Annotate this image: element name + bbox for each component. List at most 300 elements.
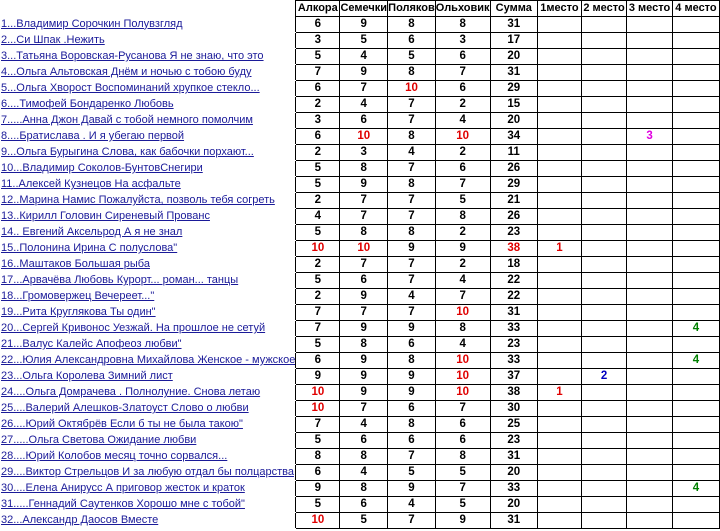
sum-cell[interactable]: 31 <box>490 305 537 321</box>
score-cell[interactable]: 7 <box>435 177 490 193</box>
score-cell[interactable]: 9 <box>388 369 436 385</box>
score-cell[interactable]: 7 <box>388 305 436 321</box>
place-cell[interactable] <box>672 465 719 481</box>
score-cell[interactable]: 4 <box>435 273 490 289</box>
place-cell[interactable] <box>581 65 626 81</box>
score-cell[interactable]: 2 <box>435 97 490 113</box>
sum-cell[interactable]: 30 <box>490 401 537 417</box>
place-cell[interactable] <box>537 321 581 337</box>
place-cell[interactable] <box>581 433 626 449</box>
score-cell[interactable]: 7 <box>340 305 388 321</box>
place-cell[interactable]: 4 <box>672 481 719 497</box>
score-cell[interactable]: 9 <box>340 353 388 369</box>
place-cell[interactable] <box>672 225 719 241</box>
score-cell[interactable]: 5 <box>435 193 490 209</box>
score-cell[interactable]: 2 <box>296 97 340 113</box>
sum-cell[interactable]: 31 <box>490 65 537 81</box>
place-cell[interactable] <box>581 145 626 161</box>
place-cell[interactable] <box>672 49 719 65</box>
place-cell[interactable] <box>672 273 719 289</box>
place-cell[interactable]: 3 <box>627 129 673 145</box>
place-cell[interactable] <box>672 97 719 113</box>
place-cell[interactable] <box>627 369 673 385</box>
place-cell[interactable] <box>537 161 581 177</box>
score-cell[interactable]: 4 <box>388 145 436 161</box>
place-cell[interactable] <box>537 129 581 145</box>
entry-link[interactable]: 2...Си Шпак .Нежить <box>1 34 105 46</box>
place-cell[interactable] <box>581 385 626 401</box>
score-cell[interactable]: 5 <box>296 177 340 193</box>
score-cell[interactable]: 10 <box>296 241 340 257</box>
score-cell[interactable]: 4 <box>340 417 388 433</box>
place-cell[interactable] <box>627 289 673 305</box>
place-cell[interactable] <box>672 241 719 257</box>
score-cell[interactable]: 3 <box>296 33 340 49</box>
place-cell[interactable] <box>581 113 626 129</box>
score-cell[interactable]: 7 <box>296 305 340 321</box>
place-cell[interactable] <box>581 401 626 417</box>
place-cell[interactable] <box>672 113 719 129</box>
score-cell[interactable]: 8 <box>296 449 340 465</box>
sum-cell[interactable]: 31 <box>490 513 537 529</box>
score-cell[interactable]: 7 <box>435 289 490 305</box>
place-cell[interactable] <box>537 417 581 433</box>
score-cell[interactable]: 2 <box>296 257 340 273</box>
entry-link[interactable]: 8....Братислава . И я убегаю первой <box>1 130 185 142</box>
score-cell[interactable]: 5 <box>296 497 340 513</box>
score-cell[interactable]: 7 <box>340 81 388 97</box>
place-cell[interactable] <box>627 257 673 273</box>
column-header[interactable]: Ольховик <box>435 1 490 17</box>
score-cell[interactable]: 6 <box>388 33 436 49</box>
score-cell[interactable]: 5 <box>340 513 388 529</box>
place-cell[interactable] <box>627 209 673 225</box>
place-cell[interactable] <box>627 273 673 289</box>
score-cell[interactable]: 9 <box>296 369 340 385</box>
score-cell[interactable]: 5 <box>340 33 388 49</box>
place-cell[interactable] <box>537 337 581 353</box>
entry-link[interactable]: 22...Юлия Александровна Михайлова Женское - мужское <box>1 354 296 366</box>
place-cell[interactable] <box>672 161 719 177</box>
place-cell[interactable] <box>581 97 626 113</box>
place-cell[interactable] <box>537 289 581 305</box>
score-cell[interactable]: 6 <box>340 497 388 513</box>
column-header[interactable]: 4 место <box>672 1 719 17</box>
place-cell[interactable] <box>581 129 626 145</box>
score-cell[interactable]: 6 <box>296 353 340 369</box>
entry-link[interactable]: 14.. Евгений Аксельрод А я не знал <box>1 226 183 238</box>
score-cell[interactable]: 6 <box>435 81 490 97</box>
place-cell[interactable] <box>581 17 626 33</box>
score-cell[interactable]: 10 <box>435 353 490 369</box>
score-cell[interactable]: 6 <box>435 417 490 433</box>
place-cell[interactable] <box>672 209 719 225</box>
place-cell[interactable] <box>537 65 581 81</box>
sum-cell[interactable]: 20 <box>490 465 537 481</box>
score-cell[interactable]: 7 <box>296 65 340 81</box>
place-cell[interactable]: 2 <box>581 369 626 385</box>
score-cell[interactable]: 4 <box>388 497 436 513</box>
score-cell[interactable]: 7 <box>435 401 490 417</box>
score-cell[interactable]: 7 <box>340 401 388 417</box>
score-cell[interactable]: 2 <box>296 145 340 161</box>
place-cell[interactable] <box>627 113 673 129</box>
place-cell[interactable] <box>581 241 626 257</box>
score-cell[interactable]: 9 <box>340 321 388 337</box>
score-cell[interactable]: 8 <box>388 65 436 81</box>
score-cell[interactable]: 7 <box>388 161 436 177</box>
score-cell[interactable]: 10 <box>296 513 340 529</box>
score-cell[interactable]: 8 <box>388 225 436 241</box>
place-cell[interactable]: 1 <box>537 385 581 401</box>
score-cell[interactable]: 6 <box>435 161 490 177</box>
place-cell[interactable] <box>672 289 719 305</box>
score-cell[interactable]: 6 <box>340 113 388 129</box>
sum-cell[interactable]: 33 <box>490 481 537 497</box>
column-header[interactable]: 2 место <box>581 1 626 17</box>
entry-link[interactable]: 1...Владимир Сорочкин Полувзгляд <box>1 17 183 30</box>
score-cell[interactable]: 7 <box>296 321 340 337</box>
place-cell[interactable] <box>627 337 673 353</box>
entry-link[interactable]: 7.....Анна Джон Давай с тобой немного помолчим <box>1 114 253 126</box>
score-cell[interactable]: 9 <box>435 241 490 257</box>
score-cell[interactable]: 4 <box>435 337 490 353</box>
entry-link[interactable]: 17...Арвачёва Любовь Курорт... роман... танцы <box>1 274 239 286</box>
score-cell[interactable]: 7 <box>388 113 436 129</box>
sum-cell[interactable]: 11 <box>490 145 537 161</box>
entry-link[interactable]: 3...Татьяна Воровская-Русанова Я не знаю, что это <box>1 50 264 62</box>
entry-link[interactable]: 6....Тимофей Бондаренко Любовь <box>1 98 174 110</box>
score-cell[interactable]: 7 <box>388 257 436 273</box>
place-cell[interactable] <box>627 65 673 81</box>
place-cell[interactable]: 4 <box>672 321 719 337</box>
sum-cell[interactable]: 22 <box>490 273 537 289</box>
place-cell[interactable] <box>672 305 719 321</box>
place-cell[interactable] <box>627 177 673 193</box>
place-cell[interactable] <box>537 97 581 113</box>
sum-cell[interactable]: 33 <box>490 353 537 369</box>
sum-cell[interactable]: 15 <box>490 97 537 113</box>
place-cell[interactable] <box>672 385 719 401</box>
entry-link[interactable]: 4...Ольга Альтовская Днём и ночью с тобою буду <box>1 66 252 78</box>
place-cell[interactable] <box>537 113 581 129</box>
score-cell[interactable]: 8 <box>340 337 388 353</box>
score-cell[interactable]: 8 <box>388 129 436 145</box>
score-cell[interactable]: 8 <box>435 17 490 33</box>
column-header[interactable]: Алкора <box>296 1 340 17</box>
score-cell[interactable]: 7 <box>388 273 436 289</box>
place-cell[interactable] <box>537 49 581 65</box>
score-cell[interactable]: 5 <box>296 273 340 289</box>
place-cell[interactable] <box>581 513 626 529</box>
place-cell[interactable] <box>627 33 673 49</box>
place-cell[interactable] <box>537 17 581 33</box>
score-cell[interactable]: 9 <box>435 513 490 529</box>
place-cell[interactable] <box>627 401 673 417</box>
place-cell[interactable] <box>581 49 626 65</box>
score-cell[interactable]: 9 <box>340 177 388 193</box>
score-cell[interactable]: 7 <box>388 193 436 209</box>
sum-cell[interactable]: 38 <box>490 385 537 401</box>
place-cell[interactable] <box>627 193 673 209</box>
place-cell[interactable] <box>627 449 673 465</box>
score-cell[interactable]: 4 <box>340 465 388 481</box>
place-cell[interactable] <box>627 385 673 401</box>
score-cell[interactable]: 6 <box>296 81 340 97</box>
score-cell[interactable]: 4 <box>340 97 388 113</box>
score-cell[interactable]: 5 <box>435 465 490 481</box>
score-cell[interactable]: 6 <box>340 273 388 289</box>
sum-cell[interactable]: 33 <box>490 321 537 337</box>
score-cell[interactable]: 5 <box>388 465 436 481</box>
sum-cell[interactable]: 18 <box>490 257 537 273</box>
place-cell[interactable] <box>672 33 719 49</box>
entry-link[interactable]: 5...Ольга Хворост Воспоминаний хрупкое стекло... <box>1 82 260 94</box>
score-cell[interactable]: 6 <box>296 129 340 145</box>
score-cell[interactable]: 10 <box>340 241 388 257</box>
score-cell[interactable]: 6 <box>388 433 436 449</box>
place-cell[interactable] <box>537 177 581 193</box>
score-cell[interactable]: 5 <box>296 337 340 353</box>
entry-link[interactable]: 15..Полонина Ирина С полуслова" <box>1 242 178 254</box>
place-cell[interactable] <box>581 81 626 97</box>
score-cell[interactable]: 10 <box>340 129 388 145</box>
place-cell[interactable] <box>581 337 626 353</box>
score-cell[interactable]: 7 <box>388 97 436 113</box>
score-cell[interactable]: 8 <box>388 353 436 369</box>
score-cell[interactable]: 9 <box>388 321 436 337</box>
place-cell[interactable] <box>581 209 626 225</box>
place-cell[interactable] <box>627 145 673 161</box>
entry-link[interactable]: 32...Александр Даосов Вместе <box>1 514 159 526</box>
score-cell[interactable]: 6 <box>296 465 340 481</box>
column-header[interactable]: Сумма <box>490 1 537 17</box>
place-cell[interactable] <box>537 369 581 385</box>
score-cell[interactable]: 5 <box>296 49 340 65</box>
sum-cell[interactable]: 38 <box>490 241 537 257</box>
sum-cell[interactable]: 26 <box>490 161 537 177</box>
sum-cell[interactable]: 23 <box>490 225 537 241</box>
place-cell[interactable] <box>537 273 581 289</box>
place-cell[interactable] <box>581 257 626 273</box>
place-cell[interactable] <box>581 225 626 241</box>
score-cell[interactable]: 10 <box>296 385 340 401</box>
place-cell[interactable] <box>672 129 719 145</box>
sum-cell[interactable]: 20 <box>490 49 537 65</box>
score-cell[interactable]: 2 <box>435 225 490 241</box>
place-cell[interactable] <box>581 417 626 433</box>
place-cell[interactable] <box>627 17 673 33</box>
score-cell[interactable]: 10 <box>435 369 490 385</box>
score-cell[interactable]: 6 <box>435 49 490 65</box>
score-cell[interactable]: 9 <box>340 289 388 305</box>
score-cell[interactable]: 9 <box>340 385 388 401</box>
place-cell[interactable] <box>581 465 626 481</box>
score-cell[interactable]: 3 <box>296 113 340 129</box>
entry-link[interactable]: 9...Ольга Бурыгина Слова, как бабочки порхают... <box>1 146 254 158</box>
score-cell[interactable]: 9 <box>340 17 388 33</box>
place-cell[interactable] <box>537 497 581 513</box>
entry-link[interactable]: 20...Сергей Кривонос Уезжай. На прошлое не сетуй <box>1 322 266 334</box>
place-cell[interactable] <box>581 449 626 465</box>
place-cell[interactable] <box>672 65 719 81</box>
score-cell[interactable]: 10 <box>296 401 340 417</box>
score-cell[interactable]: 10 <box>435 129 490 145</box>
entry-link[interactable]: 26....Юрий Октябрёв Если б ты не была такою" <box>1 418 243 430</box>
score-cell[interactable]: 7 <box>340 193 388 209</box>
entry-link[interactable]: 21...Валус Калейс Апофеоз любви" <box>1 338 182 350</box>
column-header[interactable]: 3 место <box>627 1 673 17</box>
score-cell[interactable]: 7 <box>388 209 436 225</box>
score-cell[interactable]: 6 <box>340 433 388 449</box>
place-cell[interactable] <box>672 513 719 529</box>
place-cell[interactable] <box>581 161 626 177</box>
entry-link[interactable]: 23...Ольга Королева Зимний лист <box>1 370 173 382</box>
score-cell[interactable]: 8 <box>340 225 388 241</box>
score-cell[interactable]: 8 <box>340 161 388 177</box>
score-cell[interactable]: 7 <box>296 417 340 433</box>
place-cell[interactable] <box>627 321 673 337</box>
entry-link[interactable]: 11..Алексей Кузнецов На асфальте <box>1 178 181 190</box>
place-cell[interactable] <box>537 33 581 49</box>
score-cell[interactable]: 9 <box>296 481 340 497</box>
score-cell[interactable]: 10 <box>435 385 490 401</box>
place-cell[interactable] <box>627 353 673 369</box>
score-cell[interactable]: 5 <box>296 225 340 241</box>
score-cell[interactable]: 2 <box>435 257 490 273</box>
score-cell[interactable]: 9 <box>340 65 388 81</box>
score-cell[interactable]: 7 <box>340 209 388 225</box>
score-cell[interactable]: 4 <box>296 209 340 225</box>
place-cell[interactable] <box>537 433 581 449</box>
score-cell[interactable]: 3 <box>340 145 388 161</box>
place-cell[interactable] <box>581 321 626 337</box>
sum-cell[interactable]: 21 <box>490 193 537 209</box>
sum-cell[interactable]: 31 <box>490 17 537 33</box>
place-cell[interactable] <box>581 33 626 49</box>
place-cell[interactable] <box>627 433 673 449</box>
entry-link[interactable]: 30....Елена Анирусс А приговор жесток и краток <box>1 482 245 494</box>
sum-cell[interactable]: 23 <box>490 433 537 449</box>
place-cell[interactable] <box>537 193 581 209</box>
place-cell[interactable] <box>537 81 581 97</box>
sum-cell[interactable]: 34 <box>490 129 537 145</box>
place-cell[interactable] <box>672 433 719 449</box>
score-cell[interactable]: 9 <box>388 241 436 257</box>
score-cell[interactable]: 5 <box>296 433 340 449</box>
column-header[interactable]: Семечки <box>340 1 388 17</box>
place-cell[interactable] <box>581 497 626 513</box>
score-cell[interactable]: 9 <box>388 481 436 497</box>
place-cell[interactable] <box>627 225 673 241</box>
score-cell[interactable]: 6 <box>388 401 436 417</box>
place-cell[interactable] <box>537 209 581 225</box>
place-cell[interactable] <box>672 257 719 273</box>
score-cell[interactable]: 9 <box>388 385 436 401</box>
sum-cell[interactable]: 23 <box>490 337 537 353</box>
place-cell[interactable] <box>581 305 626 321</box>
place-cell[interactable] <box>581 289 626 305</box>
sum-cell[interactable]: 25 <box>490 417 537 433</box>
place-cell[interactable] <box>627 305 673 321</box>
score-cell[interactable]: 3 <box>435 33 490 49</box>
score-cell[interactable]: 9 <box>340 369 388 385</box>
entry-link[interactable]: 18...Громовержец Вечереет..." <box>1 290 155 302</box>
place-cell[interactable] <box>537 305 581 321</box>
place-cell[interactable] <box>627 417 673 433</box>
place-cell[interactable] <box>537 449 581 465</box>
column-header[interactable]: Поляков <box>388 1 436 17</box>
place-cell[interactable] <box>537 401 581 417</box>
score-cell[interactable]: 5 <box>435 497 490 513</box>
entry-link[interactable]: 24....Ольга Домрачева . Полнолуние. Снова летаю <box>1 386 261 398</box>
place-cell[interactable] <box>627 161 673 177</box>
place-cell[interactable] <box>672 401 719 417</box>
sum-cell[interactable]: 29 <box>490 81 537 97</box>
sum-cell[interactable]: 20 <box>490 113 537 129</box>
place-cell[interactable] <box>537 513 581 529</box>
score-cell[interactable]: 4 <box>435 113 490 129</box>
place-cell[interactable] <box>581 273 626 289</box>
place-cell[interactable] <box>537 465 581 481</box>
place-cell[interactable] <box>627 481 673 497</box>
sum-cell[interactable]: 29 <box>490 177 537 193</box>
score-cell[interactable]: 8 <box>435 449 490 465</box>
score-cell[interactable]: 6 <box>388 337 436 353</box>
entry-link[interactable]: 10...Владимир Соколов-БунтовСнегири <box>1 162 203 174</box>
place-cell[interactable] <box>537 225 581 241</box>
place-cell[interactable] <box>537 353 581 369</box>
sum-cell[interactable]: 17 <box>490 33 537 49</box>
place-cell[interactable] <box>672 177 719 193</box>
place-cell[interactable] <box>537 257 581 273</box>
entry-link[interactable]: 28....Юрий Колобов месяц точно сорвался... <box>1 450 228 462</box>
score-cell[interactable]: 8 <box>435 209 490 225</box>
score-cell[interactable]: 7 <box>435 481 490 497</box>
sum-cell[interactable]: 37 <box>490 369 537 385</box>
score-cell[interactable]: 8 <box>388 177 436 193</box>
sum-cell[interactable]: 26 <box>490 209 537 225</box>
place-cell[interactable] <box>537 481 581 497</box>
score-cell[interactable]: 5 <box>388 49 436 65</box>
entry-link[interactable]: 25....Валерий Алешков-Златоуст Слово о любви <box>1 402 249 414</box>
score-cell[interactable]: 6 <box>435 433 490 449</box>
place-cell[interactable] <box>627 97 673 113</box>
place-cell[interactable] <box>627 49 673 65</box>
place-cell[interactable] <box>672 449 719 465</box>
place-cell[interactable] <box>672 337 719 353</box>
score-cell[interactable]: 8 <box>340 481 388 497</box>
score-cell[interactable]: 2 <box>296 193 340 209</box>
place-cell[interactable] <box>581 193 626 209</box>
place-cell[interactable] <box>581 481 626 497</box>
score-cell[interactable]: 8 <box>340 449 388 465</box>
place-cell[interactable] <box>672 417 719 433</box>
score-cell[interactable]: 7 <box>340 257 388 273</box>
score-cell[interactable]: 8 <box>388 17 436 33</box>
place-cell[interactable] <box>627 497 673 513</box>
entry-link[interactable]: 27.....Ольга Светова Ожидание любви <box>1 434 197 446</box>
score-cell[interactable]: 7 <box>388 449 436 465</box>
score-cell[interactable]: 4 <box>340 49 388 65</box>
place-cell[interactable] <box>627 513 673 529</box>
place-cell[interactable] <box>537 145 581 161</box>
score-cell[interactable]: 8 <box>435 321 490 337</box>
entry-link[interactable]: 13..Кирилл Головин Сиреневый Прованс <box>1 210 210 222</box>
entry-link[interactable]: 19...Рита Круглякова Ты один" <box>1 306 156 318</box>
score-cell[interactable]: 6 <box>296 17 340 33</box>
score-cell[interactable]: 10 <box>388 81 436 97</box>
